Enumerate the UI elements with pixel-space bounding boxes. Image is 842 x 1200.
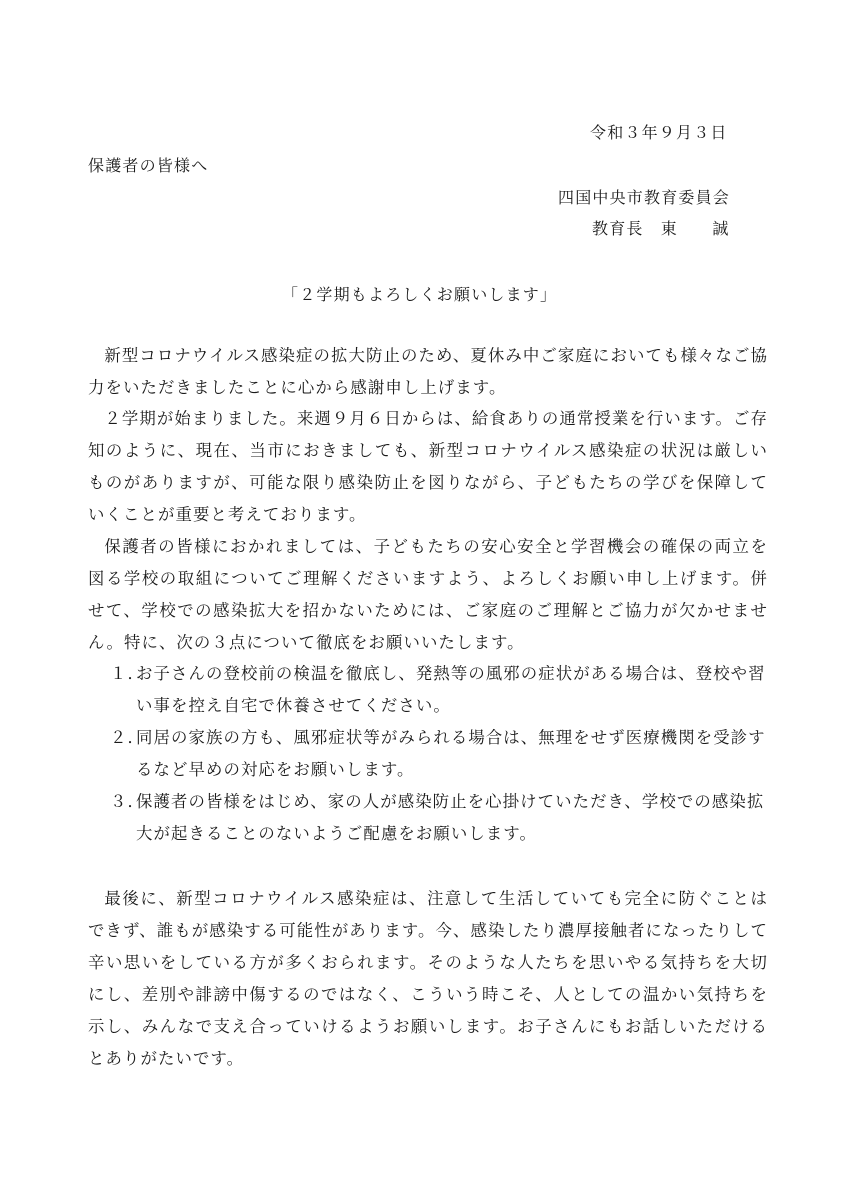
sender-organization: 四国中央市教育委員会 (558, 188, 731, 207)
list-item (110, 786, 770, 850)
request-list (110, 658, 770, 850)
list-item (110, 658, 770, 722)
body-paragraph-3: 保護者の皆様におかれましては、子どもたちの安心安全と学習機会の確保の両立を図る学校の取組についてご理解くださいますよう、よろしくお願い申し上げます。併せて、学校での感染拡大を招かないためには、ご家庭のご理解とご協力が欠かせません。特に、次の３点について徹底をお願いいたします。 (88, 537, 768, 652)
addressee: 保護者の皆様へ (88, 156, 209, 175)
body-paragraph-2: ２学期が始まりました。来週９月６日からは、給食ありの通常授業を行います。ご存知のように、現在、当市におきましても、新型コロナウイルス感染症の状況は厳しいものがありますが、可能な限り感染防止を図りながら、子どもたちの学びを保障していくことが重要と考えております。 (88, 409, 768, 524)
list-item-number: １． (110, 664, 145, 683)
list-item-text: 保護者の皆様をはじめ、家の人が感染防止を心掛けていただき、学校での感染拡大が起きることのないようご配慮をお願いします。 (136, 792, 765, 843)
body-paragraph-1: 新型コロナウイルス感染症の拡大防止のため、夏休み中ご家庭においても様々なご協力をいただきましたことに心から感謝申し上げます。 (88, 346, 768, 397)
sender-name: 教育長 東 誠 (592, 219, 730, 238)
document-date: 令和３年９月３日 (590, 123, 728, 142)
list-item-text: 同居の家族の方も、風邪症状等がみられる場合は、無理をせず医療機関を受診するなど早めの対応をお願いします。 (136, 728, 766, 779)
closing-paragraph: 最後に、新型コロナウイルス感染症は、注意して生活していても完全に防ぐことはできず、誰もが感染する可能性があります。今、感染したり濃厚接触者になったりして辛い思いをしている方が多くおられます。そのような人たちを思いやる気持ちを大切にし、差別や誹謗中傷するのではなく、こういう時こそ、人としての温かい気持ちを示し、みんなで支え合っていけるようお願いします。お子さんにもお話しいただけるとありがたいです。 (88, 889, 768, 1068)
list-item-number: ３． (110, 792, 145, 811)
document-title: 「２学期もよろしくお願いします」 (282, 285, 558, 304)
list-item (110, 722, 770, 786)
list-item-number: ２． (110, 728, 145, 747)
list-item-text: お子さんの登校前の検温を徹底し、発熱等の風邪の症状がある場合は、登校や習い事を控え自宅で休養させてください。 (136, 664, 766, 715)
